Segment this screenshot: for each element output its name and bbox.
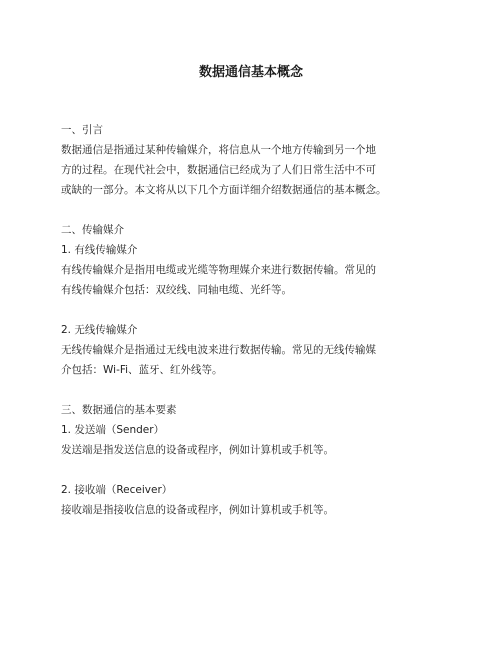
paragraph-line: 方的过程。在现代社会中，数据通信已经成为了人们日常生活中不可 xyxy=(61,164,376,176)
subsection-heading-wireless: 2. 无线传输媒介 xyxy=(61,324,138,336)
paragraph-line: 或缺的一部分。本文将从以下几个方面详细介绍数据通信的基本概念。 xyxy=(61,184,387,196)
paragraph-line: 无线传输媒介是指通过无线电波来进行数据传输。常见的无线传输媒 xyxy=(61,344,376,356)
subsection-heading-wired: 1. 有线传输媒介 xyxy=(61,244,138,256)
document-title: 数据通信基本概念 xyxy=(198,65,303,80)
paragraph-line: 数据通信是指通过某种传输媒介，将信息从一个地方传输到另一个地 xyxy=(61,144,376,156)
paragraph-line: 接收端是指接收信息的设备或程序，例如计算机或手机等。 xyxy=(61,504,334,516)
section-heading-transmission-media: 二、传输媒介 xyxy=(61,224,124,236)
paragraph-line: 介包括：Wi-Fi、蓝牙、红外线等。 xyxy=(61,364,223,376)
paragraph-line: 发送端是指发送信息的设备或程序，例如计算机或手机等。 xyxy=(61,444,334,456)
subsection-heading-receiver: 2. 接收端（Receiver） xyxy=(61,484,173,496)
paragraph-line: 有线传输媒介包括：双绞线、同轴电缆、光纤等。 xyxy=(61,284,292,296)
paragraph-line: 有线传输媒介是指用电缆或光缆等物理媒介来进行数据传输。常见的 xyxy=(61,264,376,276)
section-heading-basic-elements: 三、数据通信的基本要素 xyxy=(61,404,177,416)
section-heading-introduction: 一、引言 xyxy=(61,124,103,136)
subsection-heading-sender: 1. 发送端（Sender） xyxy=(61,424,165,436)
